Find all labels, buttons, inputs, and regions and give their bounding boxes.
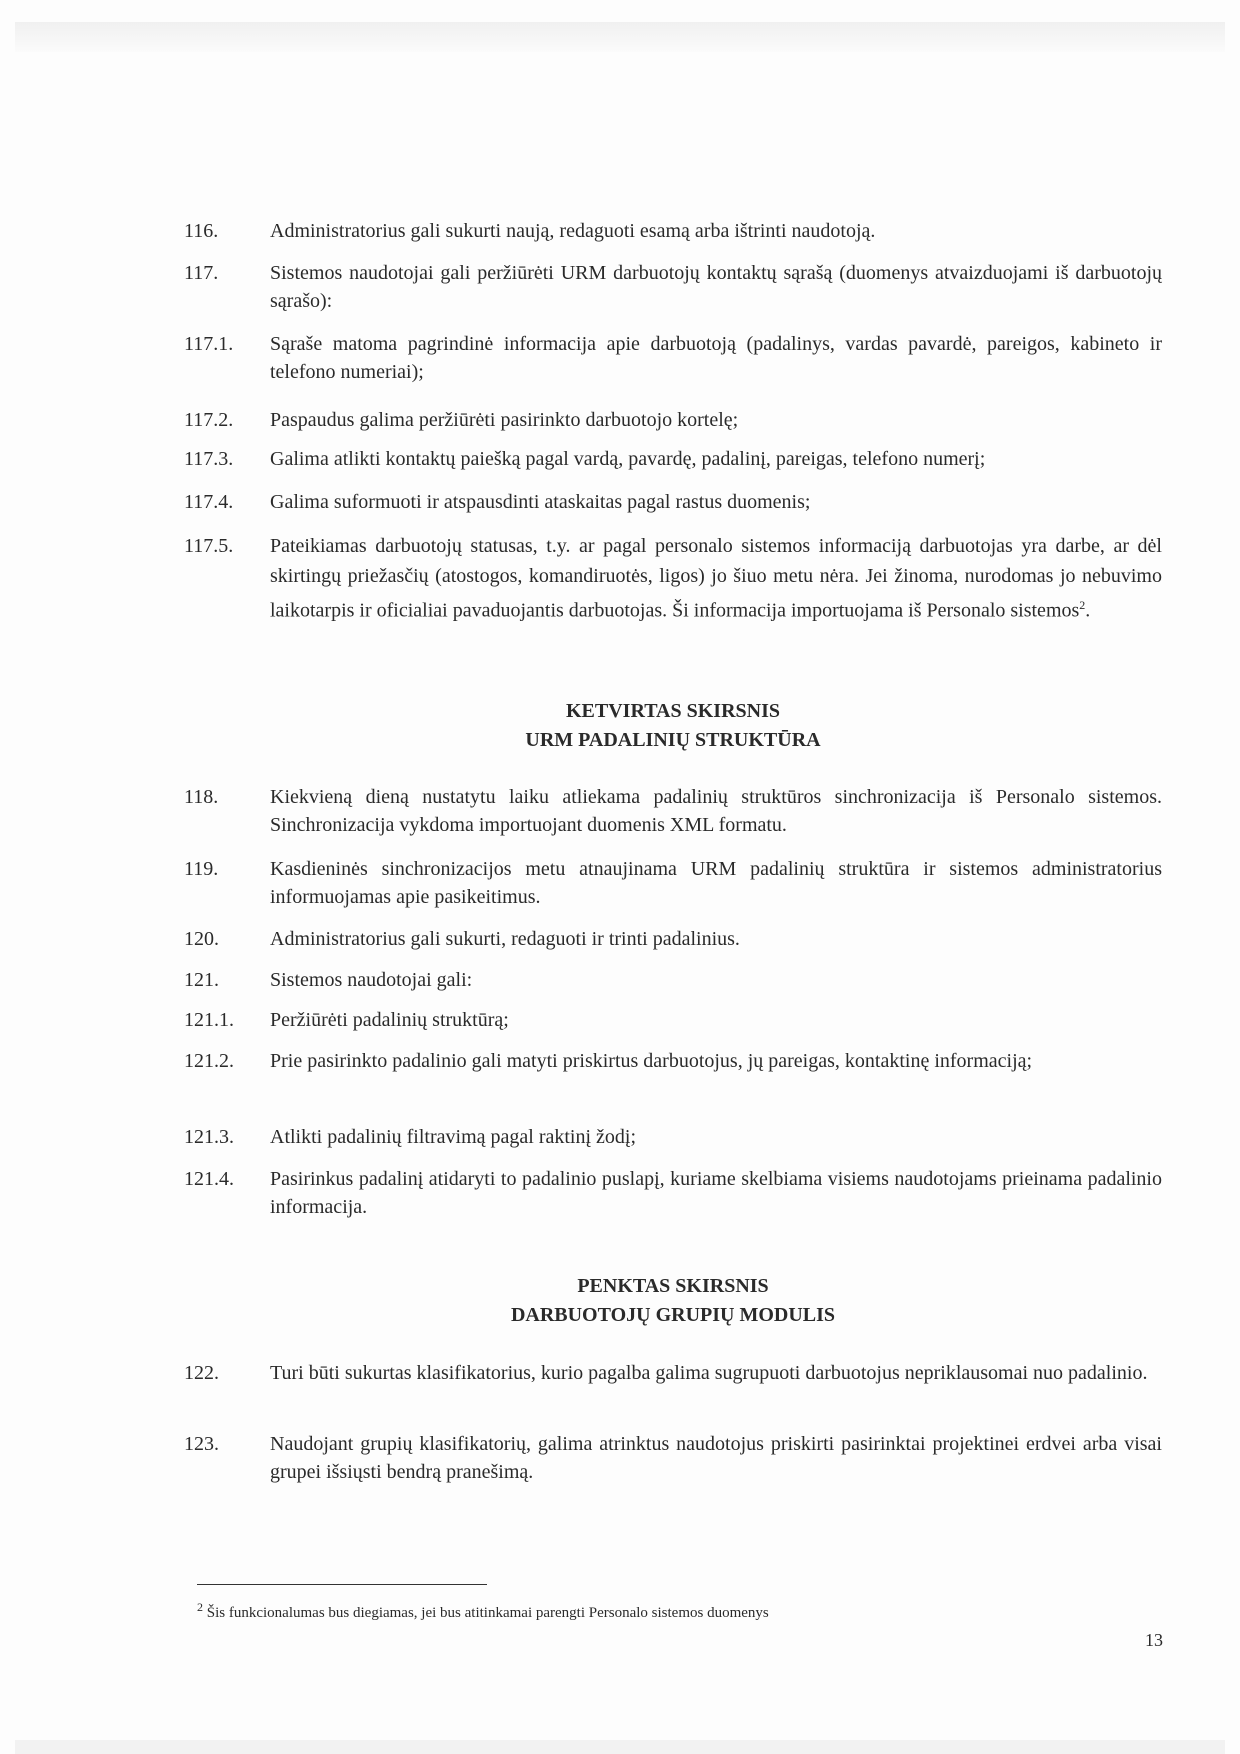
clause-123 xyxy=(184,1430,1162,1486)
clause-number: 122. xyxy=(184,1362,219,1384)
clause-number: 121.3. xyxy=(184,1126,234,1148)
scan-edge-top xyxy=(15,22,1225,52)
clause-120 xyxy=(184,925,1162,953)
clause-text: Sistemos naudotojai gali: xyxy=(270,969,473,991)
clause-121-3 xyxy=(184,1123,1162,1151)
clause-119 xyxy=(184,855,1162,911)
clause-text: Turi būti sukurtas klasifikatorius, kurio pagalba galima sugrupuoti darbuotojus nepriklausomai nuo padalinio. xyxy=(270,1362,1148,1384)
clause-text: Paspaudus galima peržiūrėti pasirinkto darbuotojo kortelę; xyxy=(270,409,739,431)
clause-number: 118. xyxy=(184,786,219,808)
clause-text: Kiekvieną dieną nustatytu laiku atliekama padalinių struktūros sinchronizacija iš Personalo sistemos. Sinchronizacija vykdoma importuojant duomenis XML formatu. xyxy=(270,786,1162,836)
clause-number: 117.4. xyxy=(184,491,234,513)
clause-number: 117. xyxy=(184,262,219,284)
clause-text: Pasirinkus padalinį atidaryti to padalinio puslapį, kuriame skelbiama visiems naudotojams prieinama padalinio informacija. xyxy=(270,1168,1162,1218)
clause-text: Galima atlikti kontaktų paiešką pagal vardą, pavardę, padalinį, pareigas, telefono numerį; xyxy=(270,448,986,470)
clause-number: 123. xyxy=(184,1433,219,1455)
clause-118 xyxy=(184,783,1162,839)
clause-text: Prie pasirinkto padalinio gali matyti priskirtus darbuotojus, jų pareigas, kontaktinę informaciją; xyxy=(270,1050,1033,1072)
clause-text: Administratorius gali sukurti, redaguoti ir trinti padalinius. xyxy=(270,928,740,950)
clause-117 xyxy=(184,259,1162,315)
clause-number: 121.2. xyxy=(184,1050,234,1072)
section-heading: PENKTAS SKIRSNIS DARBUOTOJŲ GRUPIŲ MODULIS xyxy=(510,1275,836,1326)
clause-text: Sąraše matoma pagrindinė informacija apie darbuotoją (padalinys, vardas pavardė, pareigos, kabineto ir telefono numeriai); xyxy=(270,333,1162,383)
clause-116 xyxy=(184,217,1162,245)
clause-text: Administratorius gali sukurti naują, redaguoti esamą arba ištrinti naudotoją. xyxy=(270,220,876,242)
footnote-separator xyxy=(197,1584,487,1585)
clause-117-2 xyxy=(184,406,1162,434)
scan-edge-bottom xyxy=(15,1740,1225,1754)
clause-number: 119. xyxy=(184,858,219,880)
clause-number: 121.4. xyxy=(184,1168,234,1190)
clause-121 xyxy=(184,966,1162,994)
clause-117-4 xyxy=(184,488,1162,516)
clause-121-1 xyxy=(184,1006,1162,1034)
clause-text: Galima suformuoti ir atspausdinti ataskaitas pagal rastus duomenis; xyxy=(270,491,811,513)
clause-text: Atlikti padalinių filtravimą pagal raktinį žodį; xyxy=(270,1126,637,1148)
clause-117-1 xyxy=(184,330,1162,386)
section-heading: KETVIRTAS SKIRSNIS URM PADALINIŲ STRUKTŪRA xyxy=(525,700,821,751)
clause-text: Sistemos naudotojai gali peržiūrėti URM darbuotojų kontaktų sąrašą (duomenys atvaizduojami iš darbuotojų sąrašo): xyxy=(270,262,1162,312)
page-number: 13 xyxy=(1145,1630,1163,1650)
clause-number: 117.5. xyxy=(184,535,234,557)
footnote-ref: 2 xyxy=(1079,598,1086,612)
clause-text: Kasdieninės sinchronizacijos metu atnaujinama URM padalinių struktūra ir sistemos administratorius informuojamas apie pasikeitimus. xyxy=(270,858,1162,908)
clause-text: Naudojant grupių klasifikatorių, galima atrinktus naudotojus priskirti pasirinktai projektinei erdvei arba visai grupei išsiųsti bendrą pranešimą. xyxy=(270,1433,1162,1483)
clause-121-2 xyxy=(184,1047,1162,1075)
clause-117-3 xyxy=(184,445,1162,473)
clause-number: 117.3. xyxy=(184,448,234,470)
clause-number: 116. xyxy=(184,220,219,242)
clause-number: 120. xyxy=(184,928,219,950)
clause-number: 117.1. xyxy=(184,333,234,355)
footnote: $^2$ Šis funkcionalumas bus diegiamas, jei bus atitinkamai parengti Personalo sistemos duomenys xyxy=(197,1600,769,1621)
clause-121-4 xyxy=(184,1165,1162,1221)
clause-text: Peržiūrėti padalinių struktūrą; xyxy=(270,1009,509,1031)
clause-number: 121. xyxy=(184,969,219,991)
clause-number: 121.1. xyxy=(184,1009,234,1031)
clause-text: Pateikiamas darbuotojų statusas, t.y. ar pagal personalo sistemos informaciją darbuotojas yra darbe, ar dėl skirtingų priežasčių (atostogos, komandiruotės, ligos) jo šiuo metu nėra. Jei žinoma, nurodomas jo nebuvimo laikotarpis ir oficialiai pavaduojantis darbuotojas. Ši informacija importuojama iš Personalo sistemos$^2$. xyxy=(270,535,1162,622)
clause-122 xyxy=(184,1359,1162,1387)
clause-117-5 xyxy=(184,532,1162,626)
clause-number: 117.2. xyxy=(184,409,234,431)
